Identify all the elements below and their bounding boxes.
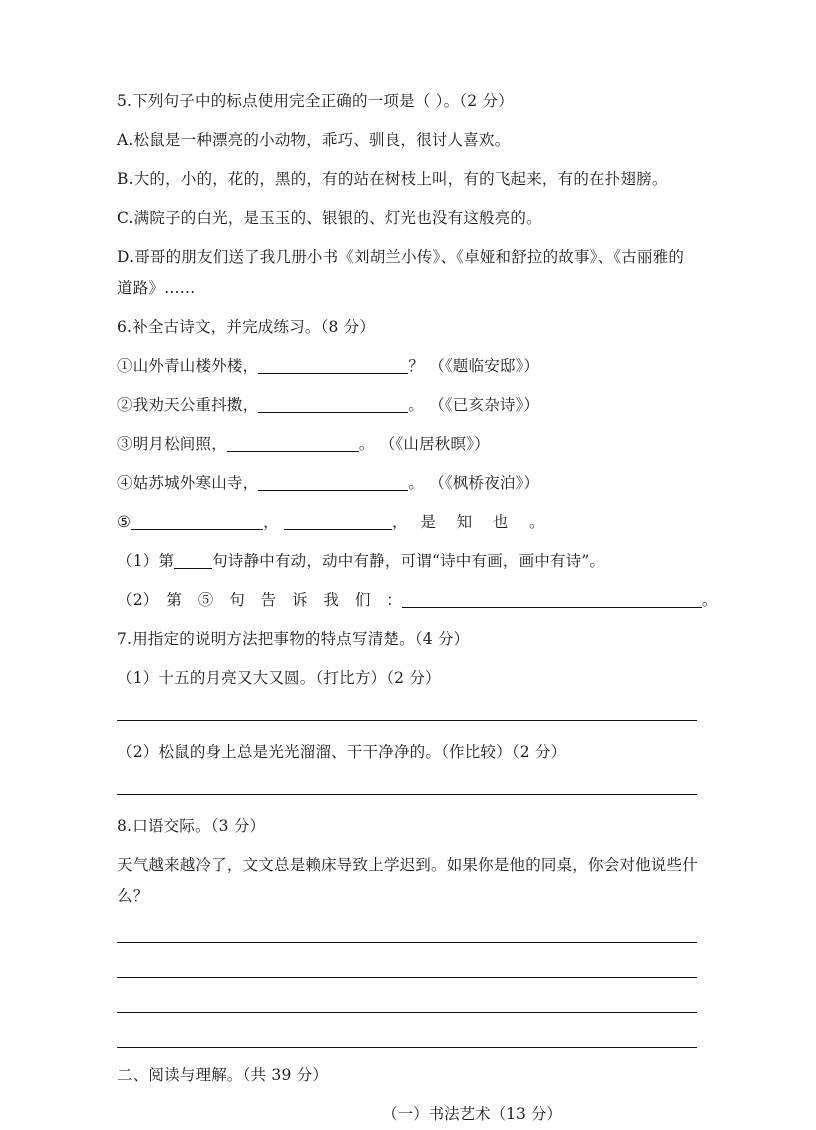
- poem-5-number: ⑤: [117, 513, 132, 531]
- spacer: [117, 795, 699, 811]
- spacer: [117, 655, 699, 663]
- spacer: [117, 721, 699, 737]
- spacer: [117, 538, 699, 546]
- sub-1-label: （1）第: [117, 552, 175, 570]
- question-8-stem: 8.口语交际。（3 分）: [117, 817, 266, 835]
- question-7-part-1: （1）十五的月亮又大又圆。（打比方）（2 分）: [117, 669, 441, 687]
- question-5-option-a: A.松鼠是一种漂亮的小动物，乖巧、驯良，很讨人喜欢。: [117, 131, 511, 149]
- poem-1-punct: ？: [408, 357, 425, 375]
- poem-4-number: ④: [117, 474, 133, 492]
- question-5-stem: 5.下列句子中的标点使用完全正确的一项是（ ）。（2 分）: [117, 92, 514, 110]
- question-6-sub-2: [117, 585, 718, 616]
- poem-1-number: ①: [117, 357, 133, 375]
- question-6-stem: 6.补全古诗文，并完成练习。（8 分）: [117, 318, 376, 336]
- poem-2-punct: 。: [408, 396, 425, 414]
- spacer: [117, 842, 699, 850]
- poem-3-text: 明月松间照，: [132, 435, 227, 453]
- sub-1-blank[interactable]: [174, 552, 212, 569]
- spacer: [117, 694, 699, 720]
- spacer: [117, 577, 699, 585]
- spacer: [117, 343, 699, 351]
- sub-2-label: （2） 第 ⑤ 句 告 诉 我 们 ：: [117, 591, 402, 609]
- spacer: [117, 460, 699, 468]
- poem-4-blank[interactable]: [258, 474, 408, 491]
- poem-2-blank[interactable]: [258, 396, 408, 413]
- poem-4-text: 姑苏城外寒山寺，: [132, 474, 259, 492]
- question-5-option-d: D.哥哥的朋友们送了我几册小书《刘胡兰小传》、《卓娅和舒拉的故事》、《古丽雅的道路》……: [117, 248, 685, 297]
- question-7-stem: 7.用指定的说明方法把事物的特点写清楚。（4 分）: [117, 630, 470, 648]
- poem-line-5: [117, 507, 699, 538]
- poem-3-source: （《山居秋暝》）: [379, 435, 490, 453]
- poem-line-2: [117, 390, 699, 421]
- poem-2-text: 我劝天公重抖擞，: [132, 396, 259, 414]
- question-6-sub-1: [117, 546, 699, 577]
- sub-2-blank[interactable]: [402, 591, 702, 608]
- spacer: [117, 156, 699, 164]
- poem-4-source: （《枫桥夜泊》）: [429, 474, 540, 492]
- poem-1-source: （《题临安邸》）: [429, 357, 540, 375]
- spacer: [117, 1013, 699, 1047]
- poem-5-mid: ，: [263, 513, 279, 531]
- poem-3-blank[interactable]: [227, 435, 359, 452]
- spacer: [117, 616, 699, 624]
- spacer: [117, 234, 699, 242]
- poem-2-number: ②: [117, 396, 133, 414]
- spacer: [117, 195, 699, 203]
- poem-line-1: [117, 351, 699, 382]
- poem-line-3: [117, 429, 699, 460]
- poem-line-4: [117, 468, 699, 499]
- spacer: [117, 1048, 699, 1060]
- poem-5-blank-2[interactable]: [284, 513, 392, 530]
- spacer: [117, 912, 699, 942]
- page-content: [117, 86, 718, 1130]
- sub-2-punct: 。: [701, 591, 718, 609]
- spacer: [117, 117, 699, 125]
- spacer: [117, 978, 699, 1012]
- spacer: [117, 382, 699, 390]
- question-7-part-2: （2）松鼠的身上总是光光溜溜、干干净净的。（作比较）（2 分）: [117, 743, 567, 761]
- spacer: [117, 1091, 699, 1099]
- poem-3-punct: 。: [358, 435, 375, 453]
- section-2-heading: 二、阅读与理解。（共 39 分）: [117, 1066, 329, 1084]
- spacer: [117, 304, 699, 312]
- spacer: [117, 768, 699, 794]
- poem-2-source: （《已亥杂诗》）: [429, 396, 540, 414]
- spacer: [117, 499, 699, 507]
- question-5-option-c: C.满院子的白光，是玉玉的、银银的、灯光也没有这般亮的。: [117, 209, 542, 227]
- poem-1-text: 山外青山楼外楼，: [132, 357, 259, 375]
- poem-3-number: ③: [117, 435, 133, 453]
- spacer: [117, 943, 699, 977]
- question-5-option-b: B.大的，小的，花的，黑的，有的站在树枝上叫，有的飞起来，有的在扑翅膀。: [117, 170, 668, 188]
- question-8-prompt: 天气越来越冷了，文文总是赖床导致上学迟到。如果你是他的同桌，你会对他说些什么？: [117, 856, 698, 905]
- poem-5-tail: ， 是 知 也 。: [391, 513, 548, 531]
- poem-4-punct: 。: [408, 474, 425, 492]
- spacer: [117, 421, 699, 429]
- poem-1-blank[interactable]: [258, 357, 408, 374]
- poem-5-blank-1[interactable]: [131, 513, 263, 530]
- section-2-subheading: （一）书法艺术（13 分）: [382, 1105, 562, 1123]
- sub-1-text: 句诗静中有动，动中有静，可谓“诗中有画，画中有诗”。: [212, 552, 606, 570]
